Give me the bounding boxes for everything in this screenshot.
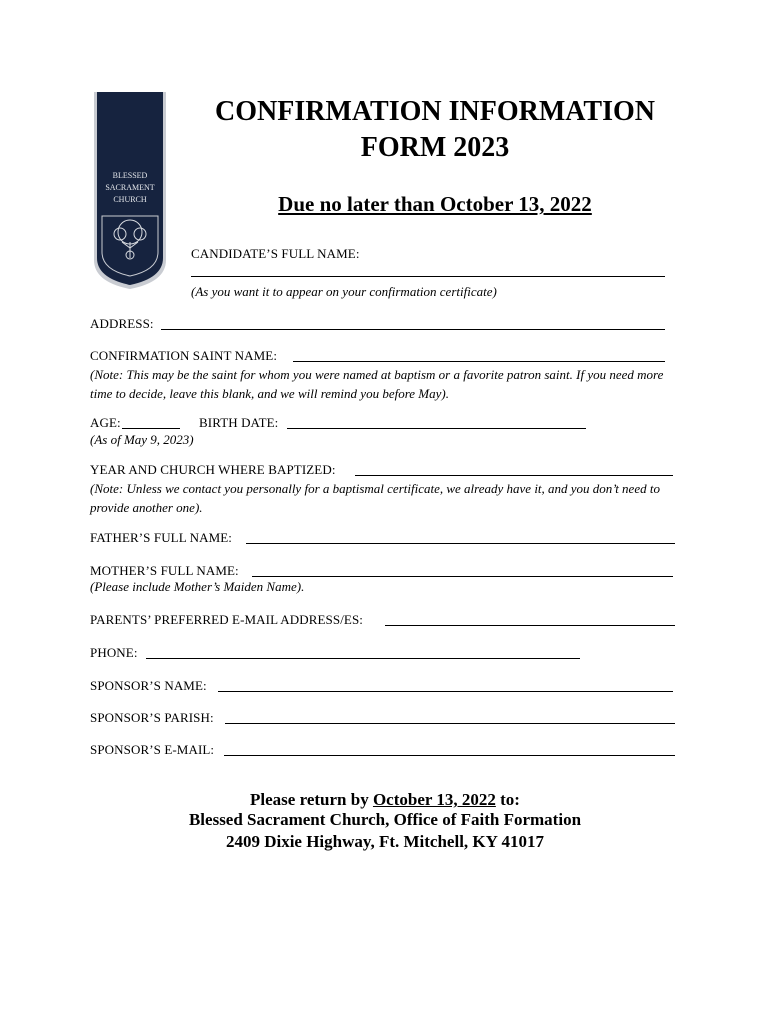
sponsor-name-field[interactable] <box>218 691 673 692</box>
birth-date-field[interactable] <box>287 428 586 429</box>
return-suffix: to: <box>495 790 520 809</box>
logo-line-1: BLESSED <box>112 171 148 180</box>
birth-date-label: BIRTH DATE: <box>199 415 279 430</box>
return-date: October 13, 2022 <box>372 790 496 809</box>
logo-line-3: CHURCH <box>113 195 147 204</box>
age-note: (As of May 9, 2023) <box>90 432 194 447</box>
title-line-2: FORM 2023 <box>360 132 510 163</box>
title-line-1: CONFIRMATION INFORMATION <box>215 96 655 127</box>
age-label: AGE: <box>90 415 121 430</box>
logo-text <box>92 170 168 206</box>
father-name-label: FATHER’S FULL NAME: <box>90 530 233 545</box>
sponsor-email-field[interactable] <box>224 755 675 756</box>
candidate-name-field[interactable] <box>191 276 665 277</box>
church-logo <box>92 92 168 290</box>
candidate-name-label: CANDIDATE’S FULL NAME: <box>191 246 360 261</box>
saint-name-note: (Note: This may be the saint for whom you were named at baptism or a favorite patron saint. If you need more time to decide, leave this blank, and we will remind you before May). <box>90 367 664 401</box>
due-date-heading: Due no later than October 13, 2022 <box>278 192 592 216</box>
mother-name-note: (Please include Mother’s Maiden Name). <box>90 579 305 594</box>
return-address: 2409 Dixie Highway, Ft. Mitchell, KY 41017 <box>225 832 545 851</box>
sponsor-name-label: SPONSOR’S NAME: <box>90 678 207 693</box>
baptized-label: YEAR AND CHURCH WHERE BAPTIZED: <box>90 462 336 477</box>
parents-email-label: PARENTS’ PREFERRED E-MAIL ADDRESS/ES: <box>90 612 364 627</box>
baptized-note: (Note: Unless we contact you personally for a baptismal certificate, we already have it, and you don’t need to provide another one). <box>90 481 660 515</box>
return-instructions <box>90 790 680 810</box>
sponsor-parish-label: SPONSOR’S PARISH: <box>90 710 214 725</box>
saint-name-label: CONFIRMATION SAINT NAME: <box>90 348 278 363</box>
sponsor-parish-field[interactable] <box>225 723 675 724</box>
sponsor-email-label: SPONSOR’S E-MAIL: <box>90 742 215 757</box>
page-title <box>190 94 680 166</box>
return-prefix: Please return by <box>250 790 373 809</box>
age-field[interactable] <box>122 428 180 429</box>
parents-email-field[interactable] <box>385 625 675 626</box>
return-organization: Blessed Sacrament Church, Office of Faith Formation <box>188 810 582 829</box>
phone-field[interactable] <box>146 658 580 659</box>
baptized-field[interactable] <box>355 475 673 476</box>
address-field[interactable] <box>161 329 665 330</box>
address-label: ADDRESS: <box>90 316 154 331</box>
logo-line-2: SACRAMENT <box>105 183 155 192</box>
saint-name-field[interactable] <box>293 361 665 362</box>
phone-label: PHONE: <box>90 645 138 660</box>
mother-name-label: MOTHER’S FULL NAME: <box>90 563 239 578</box>
candidate-name-note: (As you want it to appear on your confirmation certificate) <box>191 284 497 299</box>
father-name-field[interactable] <box>246 543 675 544</box>
